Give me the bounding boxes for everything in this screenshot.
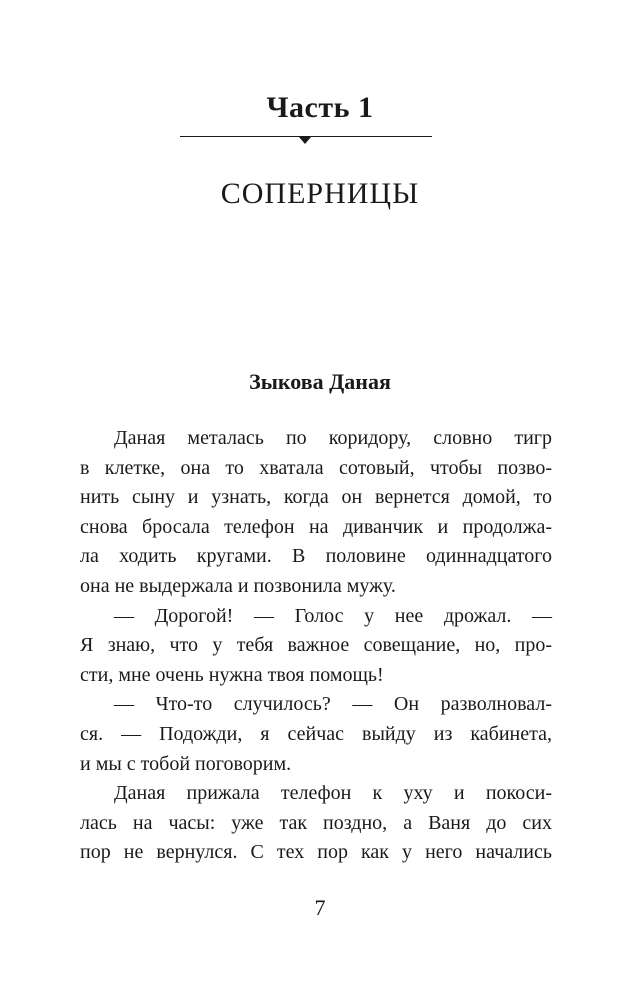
text-line: она не выдержала и позвонила мужу.: [80, 574, 396, 597]
body-text: [80, 424, 552, 868]
divider-marker-icon: [299, 137, 311, 144]
part-name: СОПЕРНИЦЫ: [220, 177, 420, 210]
text-line: — Что-то случилось? — Он разволновал-: [114, 693, 552, 716]
chapter-title: Зыкова Даная: [249, 369, 391, 394]
page-number: 7: [314, 895, 326, 920]
text-line: — Дорогой! — Голос у нее дрожал. —: [114, 604, 552, 627]
text-line: в клетке, она то хватала сотовый, чтобы позво-: [80, 456, 552, 479]
text-line: Даная металась по коридору, словно тигр: [114, 427, 552, 449]
text-line: Даная прижала телефон к уху и покоси-: [114, 782, 552, 805]
text-line: ся. — Подожди, я сейчас выйду из кабинета,: [80, 722, 552, 745]
text-line: и мы с тобой поговорим.: [80, 752, 292, 775]
text-line: снова бросала телефон на диванчик и продолжа-: [80, 515, 552, 538]
text-line: лась на часы: уже так поздно, а Ваня до сих: [80, 811, 552, 834]
part-title: Часть 1: [266, 91, 374, 124]
text-line: ла ходить кругами. В половине одиннадцатого: [80, 545, 552, 568]
text-line: нить сыну и узнать, когда он вернется домой, то: [80, 486, 552, 509]
text-line: сти, мне очень нужна твоя помощь!: [80, 663, 384, 686]
text-line: Я знаю, что у тебя важное совещание, но, про-: [80, 634, 552, 657]
text-line: пор не вернулся. С тех пор как у него начались: [80, 841, 552, 864]
